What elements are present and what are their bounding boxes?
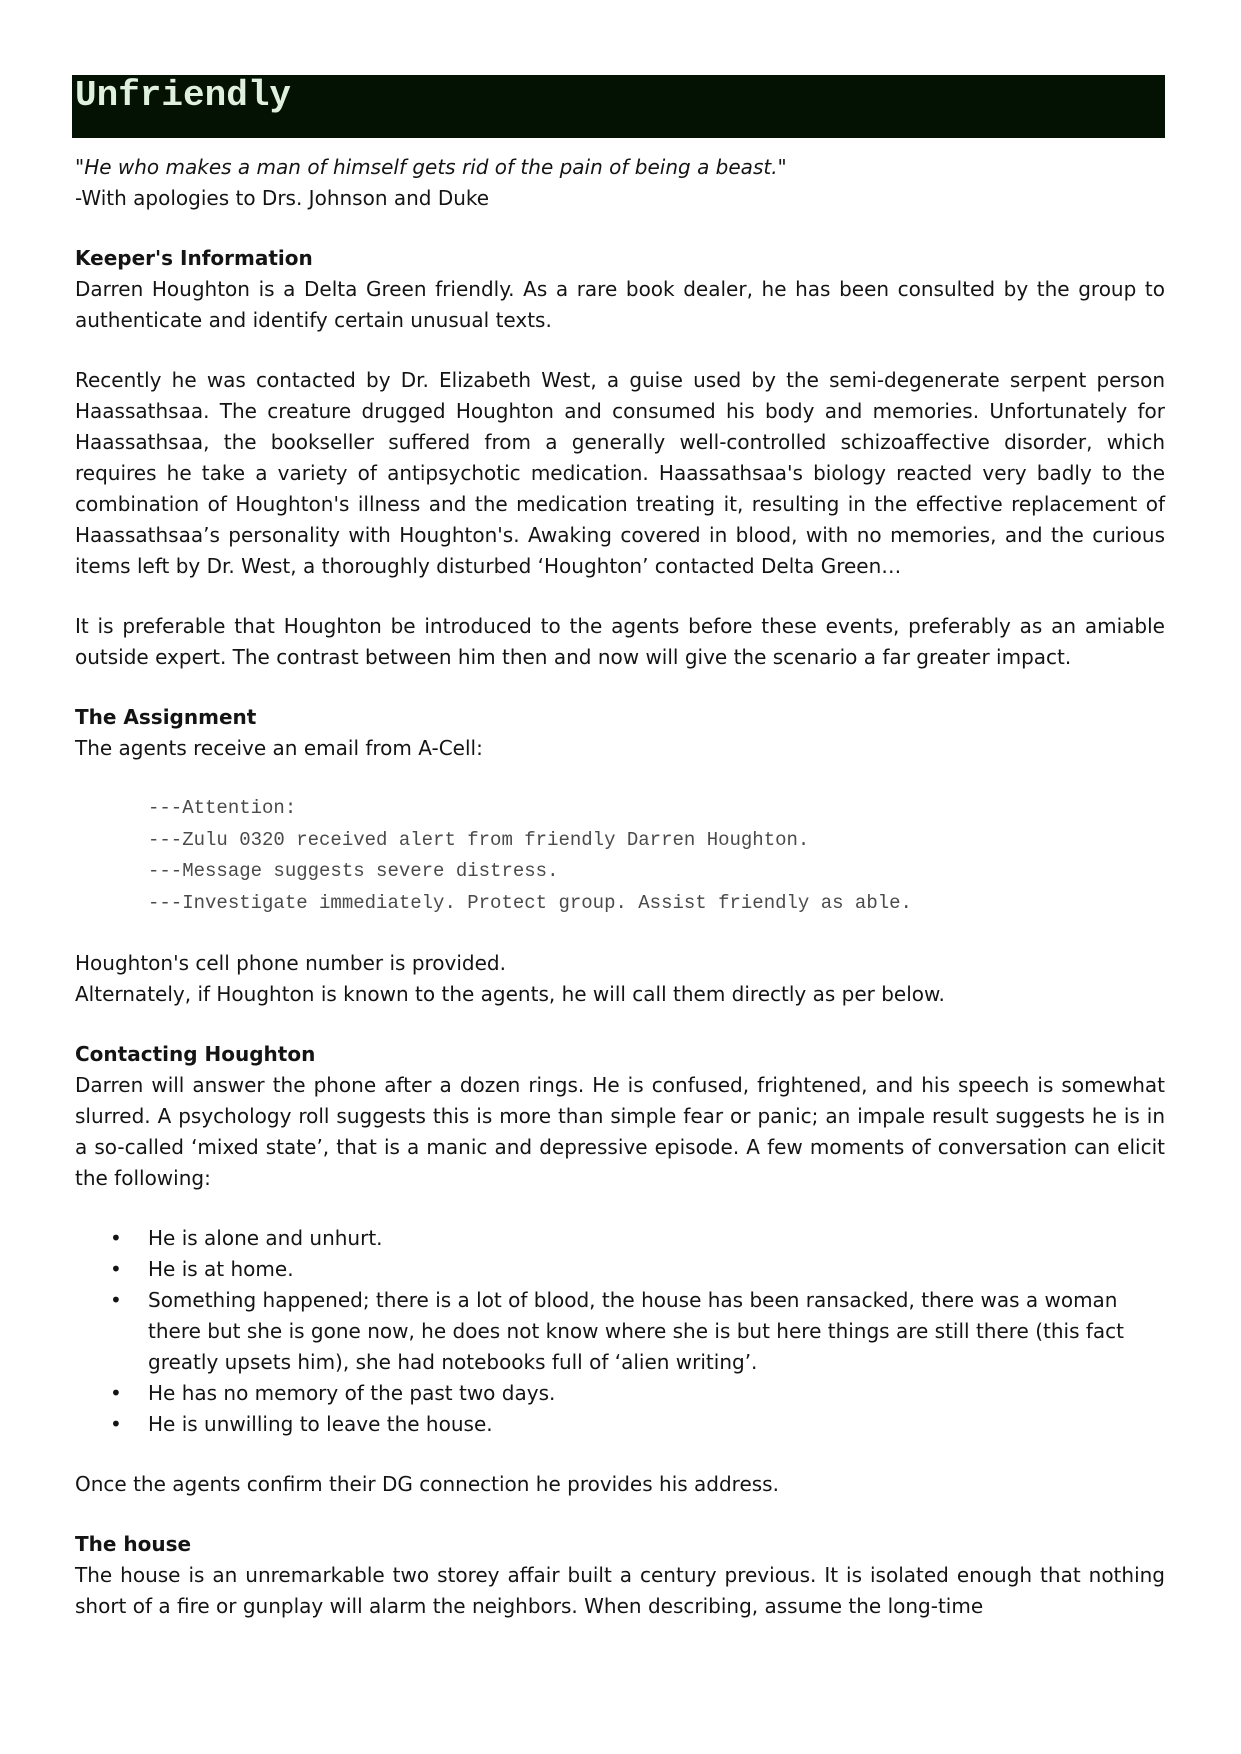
paragraph: Darren will answer the phone after a dozen rings. He is confused, frightened, and his speech is somewhat slurred. A psychology roll suggests this is more than simple fear or panic; an impale result suggests he is in a so-called ‘mixed state’, that is a manic and depressive episode. A few moments of conversation can elicit the following: xyxy=(75,1073,1165,1190)
paragraph: It is preferable that Houghton be introduced to the agents before these events, preferably as an amiable outside expert. The contrast between him then and now will give the scenario a far greater impact. xyxy=(75,614,1165,669)
title-bar xyxy=(72,75,1165,138)
paragraph: Houghton's cell phone number is provided. xyxy=(75,951,506,975)
document-body xyxy=(72,152,1165,1622)
list-item xyxy=(110,1254,1165,1285)
epigraph-attribution: -With apologies to Drs. Johnson and Duke xyxy=(75,186,490,210)
section-heading-keepers-information: Keeper's Information xyxy=(75,246,313,270)
paragraph: The agents receive an email from A-Cell: xyxy=(75,736,483,760)
bullet-list xyxy=(75,1223,1165,1440)
page-title: Unfriendly xyxy=(75,75,292,116)
list-item xyxy=(110,1285,1165,1378)
section-heading-contacting-houghton: Contacting Houghton xyxy=(75,1042,316,1066)
email-block xyxy=(148,793,1165,919)
paragraph: Once the agents confirm their DG connection he provides his address. xyxy=(75,1472,779,1496)
list-item-text: He is at home. xyxy=(148,1257,294,1281)
bullet-icon: • xyxy=(110,1257,122,1281)
list-item xyxy=(110,1223,1165,1254)
email-line: ---Attention: xyxy=(148,797,297,819)
bullet-icon: • xyxy=(110,1381,122,1405)
email-line: ---Message suggests severe distress. xyxy=(148,860,559,882)
bullet-icon: • xyxy=(110,1288,122,1312)
bullet-icon: • xyxy=(110,1226,122,1250)
email-line: ---Investigate immediately. Protect group. Assist friendly as able. xyxy=(148,891,912,914)
bullet-icon: • xyxy=(110,1412,122,1436)
paragraph: Darren Houghton is a Delta Green friendly. As a rare book dealer, he has been consulted by the group to authenticate and identify certain unusual texts. xyxy=(75,277,1165,332)
paragraph: The house is an unremarkable two storey affair built a century previous. It is isolated enough that nothing short of a fire or gunplay will alarm the neighbors. When describing, assume the long-time xyxy=(75,1563,1165,1618)
list-item xyxy=(110,1409,1165,1440)
list-item-text: He is unwilling to leave the house. xyxy=(148,1412,493,1436)
list-item xyxy=(110,1378,1165,1409)
paragraph: Recently he was contacted by Dr. Elizabeth West, a guise used by the semi-degenerate serpent person Haassathsaa. The creature drugged Houghton and consumed his body and memories. Unfortunately for Haassathsaa, the bookseller suffered from a generally well-controlled schizoaffective disorder, which requires he take a variety of antipsychotic medication. Haassathsaa's biology reacted very badly to the combination of Houghton's illness and the medication treating it, resulting in the effective replacement of Haassathsaa’s personality with Houghton's. Awaking covered in blood, with no memories, and the curious items left by Dr. West, a thoroughly disturbed ‘Houghton’ contacted Delta Green… xyxy=(75,368,1165,578)
list-item-text: Something happened; there is a lot of blood, the house has been ransacked, there was a woman there but she is gone now, he does not know where she is but here things are still there (this fact greatly upsets him), she had notebooks full of ‘alien writing’. xyxy=(148,1288,1124,1374)
section-heading-the-house: The house xyxy=(75,1532,192,1556)
paragraph: Alternately, if Houghton is known to the agents, he will call them directly as per below. xyxy=(75,982,945,1006)
email-line: ---Zulu 0320 received alert from friendly Darren Houghton. xyxy=(148,828,810,851)
document-page xyxy=(72,75,1165,1622)
section-heading-the-assignment: The Assignment xyxy=(75,705,257,729)
list-item-text: He has no memory of the past two days. xyxy=(148,1381,556,1405)
list-item-text: He is alone and unhurt. xyxy=(148,1226,383,1250)
epigraph-quote: "He who makes a man of himself gets rid of the pain of being a beast." xyxy=(75,155,787,179)
